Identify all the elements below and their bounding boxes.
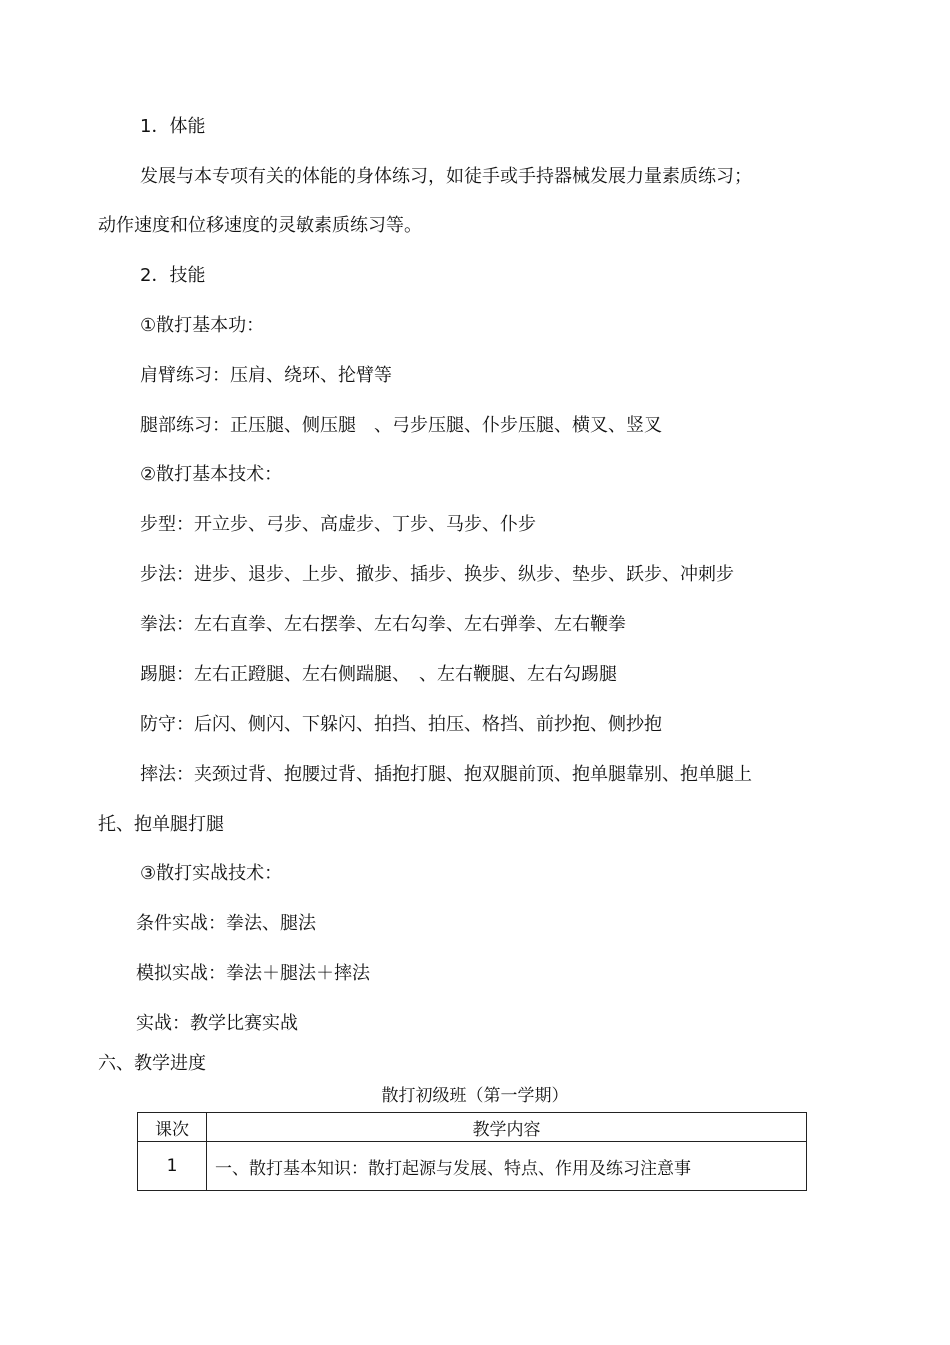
paragraph-text: 托、抱单腿打腿 xyxy=(98,814,224,835)
paragraph-text: 动作速度和位移速度的灵敏素质练习等。 xyxy=(98,215,422,236)
paragraph-text: 拳法：左右直拳、左右摆拳、左右勾拳、左右弹拳、左右鞭拳 xyxy=(140,614,626,635)
paragraph-text: 腿部练习：正压腿、侧压腿 、弓步压腿、仆步压腿、横叉、竖叉 xyxy=(140,415,662,436)
column-header-lesson: 课次 xyxy=(138,1113,207,1142)
section-heading-skills: 2．技能 xyxy=(140,265,206,286)
subheading: ②散打基本技术： xyxy=(140,464,283,485)
paragraph-text: 摔法：夹颈过背、抱腰过背、插抱打腿、抱双腿前顶、抱单腿靠别、抱单腿上 xyxy=(140,764,752,785)
paragraph-text: 踢腿：左右正蹬腿、左右侧踹腿、 、左右鞭腿、左右勾踢腿 xyxy=(140,664,617,685)
lesson-content-cell: 一、散打基本知识：散打起源与发展、特点、作用及练习注意事 xyxy=(207,1142,807,1191)
paragraph-text: 条件实战：拳法、腿法 xyxy=(136,913,316,934)
table-row xyxy=(138,1142,807,1191)
paragraph-text: 发展与本专项有关的体能的身体练习，如徒手或手持器械发展力量素质练习； xyxy=(140,166,752,187)
table-header-row xyxy=(138,1113,807,1142)
section-heading-schedule: 六、教学进度 xyxy=(98,1053,206,1074)
paragraph-text: 实战：教学比赛实战 xyxy=(136,1013,298,1034)
schedule-table xyxy=(137,1112,807,1191)
paragraph-text: 模拟实战：拳法＋腿法＋摔法 xyxy=(136,963,370,984)
table-caption: 散打初级班（第一学期） xyxy=(381,1086,569,1106)
lesson-number-cell: 1 xyxy=(138,1142,207,1191)
column-header-content: 教学内容 xyxy=(207,1113,807,1142)
paragraph-text: 防守：后闪、侧闪、下躲闪、拍挡、拍压、格挡、前抄抱、侧抄抱 xyxy=(140,714,662,735)
subheading: ①散打基本功： xyxy=(140,315,265,336)
section-heading-fitness: 1．体能 xyxy=(140,116,206,137)
paragraph-text: 肩臂练习：压肩、绕环、抡臂等 xyxy=(140,365,392,386)
paragraph-text: 步法：进步、退步、上步、撤步、插步、换步、纵步、垫步、跃步、冲刺步 xyxy=(140,564,734,585)
paragraph-text: 步型：开立步、弓步、高虚步、丁步、马步、仆步 xyxy=(140,514,536,535)
subheading: ③散打实战技术： xyxy=(140,863,283,884)
